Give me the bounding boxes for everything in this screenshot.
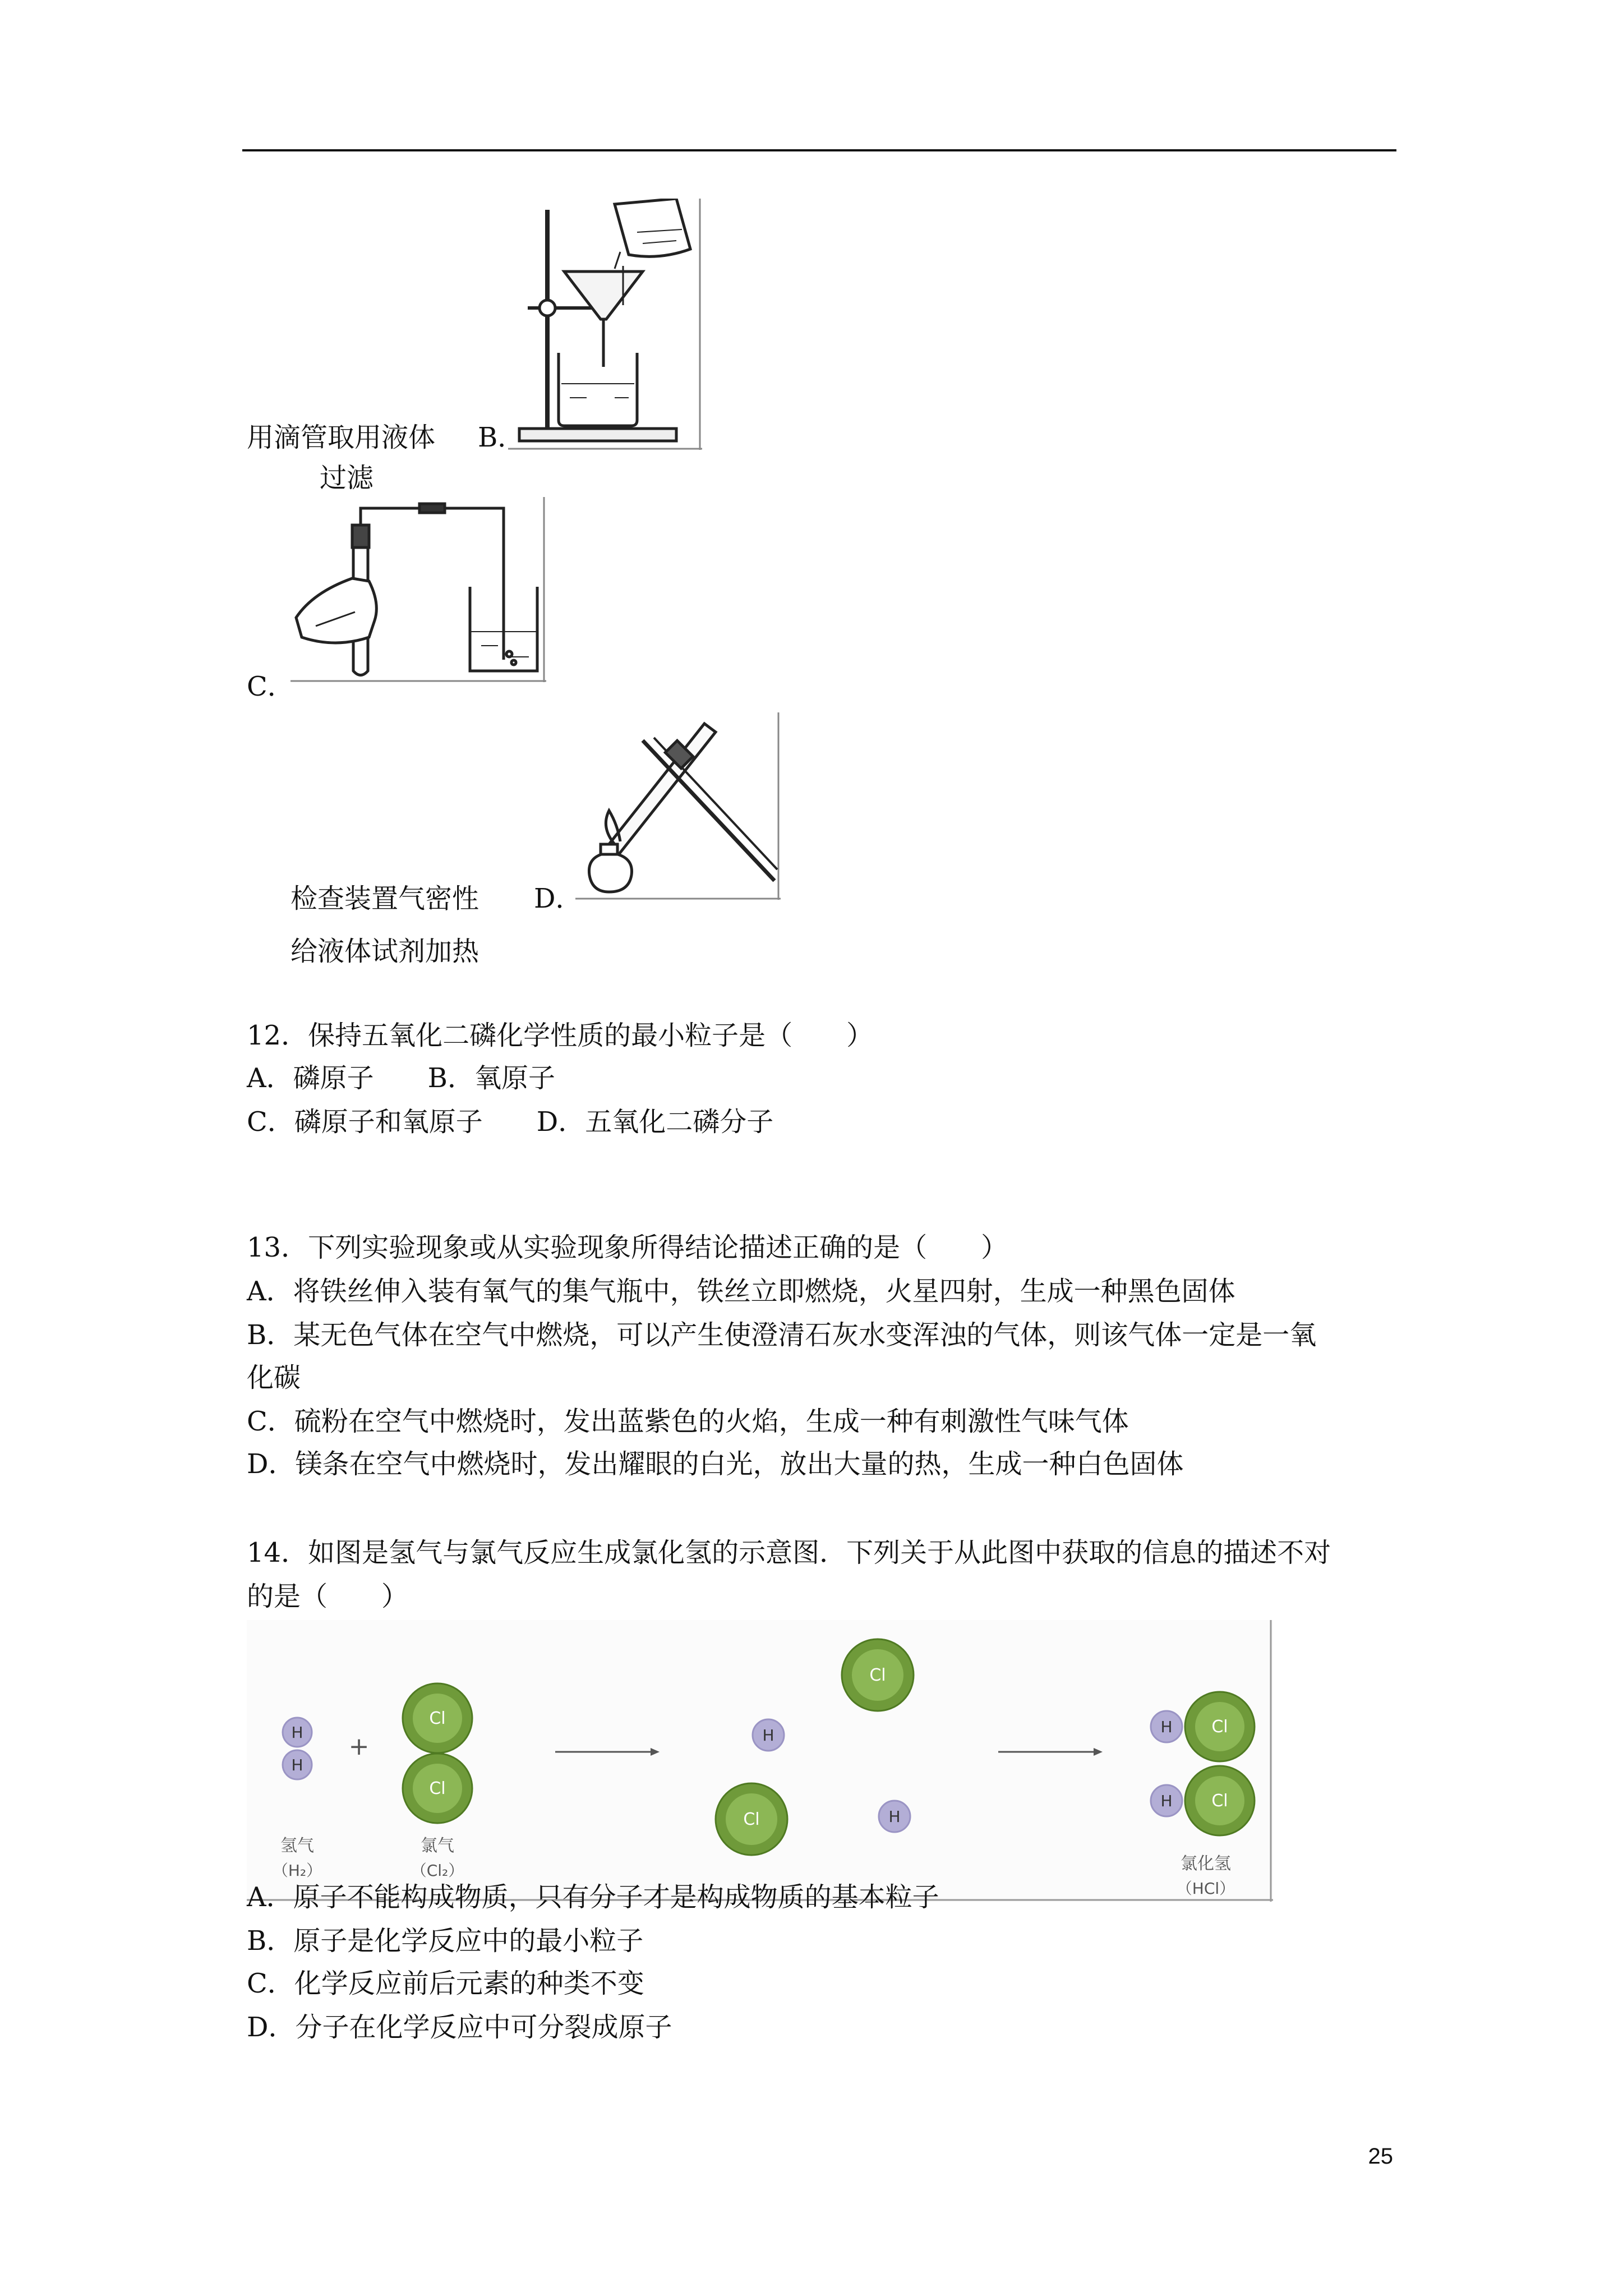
chlorine-name-label: 氯气 <box>421 1836 454 1856</box>
q11-option-d-letter: D． <box>534 883 583 914</box>
q13-option-b-line2: 化碳 <box>247 1362 301 1393</box>
airtightness-check-figure <box>291 497 546 682</box>
product-formula-label: （HCl） <box>1176 1879 1235 1898</box>
hcl-reaction-diagram <box>247 1620 1273 1902</box>
cl-atom-label: Cl <box>429 1709 446 1728</box>
h-atom-label: H <box>888 1807 901 1826</box>
hydrogen-formula-label: （H₂） <box>272 1861 322 1880</box>
q14-option-c: C．化学反应前后元素的种类不变 <box>247 1968 644 1999</box>
q14-option-a: A．原子不能构成物质，只有分子才是构成物质的基本粒子 <box>247 1881 939 1913</box>
plus-sign: + <box>348 1732 370 1761</box>
product-name-label: 氯化氢 <box>1181 1854 1231 1874</box>
q12-stem: 12．保持五氧化二磷化学性质的最小粒子是（ ） <box>247 1020 874 1051</box>
q14-option-d: D．分子在化学反应中可分裂成原子 <box>247 2012 672 2043</box>
q14-option-b: B．原子是化学反应中的最小粒子 <box>247 1925 644 1957</box>
q13-option-a: A．将铁丝伸入装有氧气的集气瓶中，铁丝立即燃烧，火星四射，生成一种黑色固体 <box>247 1276 1235 1307</box>
cl-atom-label: Cl <box>429 1779 446 1798</box>
h-atom-label: H <box>1160 1792 1173 1810</box>
hydrogen-name-label: 氢气 <box>280 1836 314 1856</box>
filtration-apparatus-figure <box>508 199 702 450</box>
h-atom-label: H <box>762 1726 774 1745</box>
q11-option-a-tail: 用滴管取用液体 <box>247 422 436 453</box>
q14-stem-line1: 14．如图是氢气与氯气反应生成氯化氢的示意图．下列关于从此图中获取的信息的描述不对 <box>247 1537 1331 1568</box>
cl-atom-label: Cl <box>869 1665 886 1685</box>
h-atom-label: H <box>291 1756 303 1774</box>
cl-atom-label: Cl <box>1211 1791 1228 1811</box>
page-number: 25 <box>1368 2144 1393 2169</box>
q11-option-b-letter: B． <box>478 422 525 453</box>
q14-stem-line2: 的是（ ） <box>247 1581 409 1612</box>
q11-option-c-letter: C． <box>247 671 294 702</box>
heating-liquid-figure <box>575 712 781 900</box>
q12-options-line2: C．磷原子和氧原子 D．五氧化二磷分子 <box>247 1106 774 1138</box>
q11-option-c-label: 检查装置气密性 <box>291 883 479 914</box>
q12-options-line1: A．磷原子 B．氧原子 <box>247 1062 555 1094</box>
q11-option-d-label: 给液体试剂加热 <box>291 936 479 967</box>
q11-option-b-label: 过滤 <box>320 462 374 494</box>
h-atom-label: H <box>291 1723 303 1742</box>
cl-atom-label: Cl <box>1211 1717 1228 1737</box>
chlorine-formula-label: （Cl₂） <box>411 1861 464 1880</box>
header-rule <box>242 149 1396 151</box>
q13-option-c: C．硫粉在空气中燃烧时，发出蓝紫色的火焰，生成一种有刺激性气味气体 <box>247 1406 1129 1437</box>
q13-option-d: D．镁条在空气中燃烧时，发出耀眼的白光，放出大量的热，生成一种白色固体 <box>247 1448 1184 1480</box>
q13-stem: 13．下列实验现象或从实验现象所得结论描述正确的是（ ） <box>247 1232 1008 1263</box>
h-atom-label: H <box>1160 1718 1173 1736</box>
q13-option-b-line1: B．某无色气体在空气中燃烧，可以产生使澄清石灰水变浑浊的气体，则该气体一定是一氧 <box>247 1319 1317 1351</box>
cl-atom-label: Cl <box>743 1810 760 1829</box>
